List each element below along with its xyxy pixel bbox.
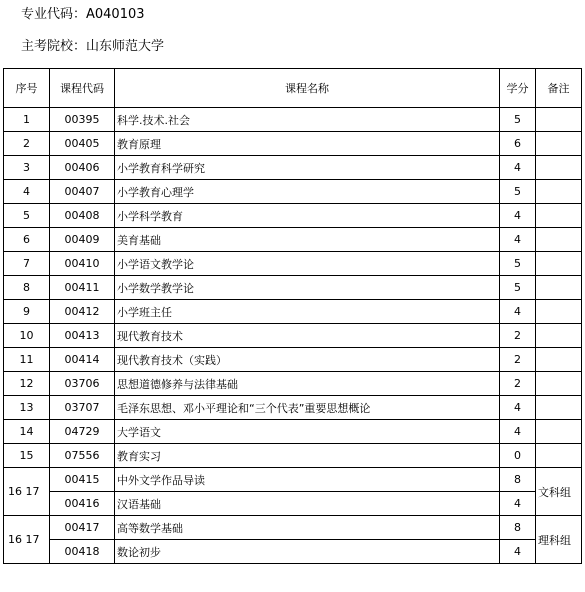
cell-seq: 11	[4, 348, 50, 372]
cell-code: 00409	[50, 228, 115, 252]
cell-seq: 9	[4, 300, 50, 324]
col-header-name: 课程名称	[115, 69, 500, 108]
table-row	[4, 348, 582, 372]
table-row	[4, 468, 582, 492]
table-row	[4, 252, 582, 276]
cell-credit: 0	[500, 444, 536, 468]
cell-code: 04729	[50, 420, 115, 444]
col-header-credit: 学分	[500, 69, 536, 108]
cell-code: 00413	[50, 324, 115, 348]
cell-seq: 8	[4, 276, 50, 300]
cell-code: 00406	[50, 156, 115, 180]
cell-credit: 8	[500, 516, 536, 540]
cell-note	[536, 300, 582, 324]
cell-note	[536, 324, 582, 348]
table-row	[4, 156, 582, 180]
cell-name: 高等数学基础	[115, 516, 500, 540]
cell-code: 00416	[50, 492, 115, 516]
cell-note	[536, 156, 582, 180]
cell-credit: 2	[500, 324, 536, 348]
table-row	[4, 420, 582, 444]
cell-name: 美育基础	[115, 228, 500, 252]
cell-credit: 4	[500, 492, 536, 516]
cell-code: 00418	[50, 540, 115, 564]
cell-note	[536, 444, 582, 468]
cell-name: 汉语基础	[115, 492, 500, 516]
table-header-row	[4, 69, 582, 108]
cell-credit: 8	[500, 468, 536, 492]
table-row	[4, 540, 582, 564]
col-header-seq: 序号	[4, 69, 50, 108]
cell-note	[536, 132, 582, 156]
cell-credit: 2	[500, 372, 536, 396]
cell-name: 毛泽东思想、邓小平理论和“三个代表”重要思想概论	[115, 396, 500, 420]
cell-seq: 4	[4, 180, 50, 204]
cell-name: 数论初步	[115, 540, 500, 564]
col-header-code: 课程代码	[50, 69, 115, 108]
cell-credit: 5	[500, 108, 536, 132]
cell-seq: 10	[4, 324, 50, 348]
cell-credit: 4	[500, 156, 536, 180]
table-row	[4, 396, 582, 420]
cell-code: 00395	[50, 108, 115, 132]
table-row	[4, 516, 582, 540]
cell-name: 思想道德修养与法律基础	[115, 372, 500, 396]
cell-code: 00405	[50, 132, 115, 156]
cell-name: 中外文学作品导读	[115, 468, 500, 492]
cell-code: 03707	[50, 396, 115, 420]
table-row	[4, 492, 582, 516]
cell-name: 教育实习	[115, 444, 500, 468]
cell-credit: 4	[500, 420, 536, 444]
cell-credit: 4	[500, 228, 536, 252]
cell-code: 00411	[50, 276, 115, 300]
cell-name: 小学教育科学研究	[115, 156, 500, 180]
cell-name: 小学班主任	[115, 300, 500, 324]
cell-name: 大学语文	[115, 420, 500, 444]
table-row	[4, 324, 582, 348]
cell-group-note: 文科组	[536, 468, 582, 516]
cell-credit: 5	[500, 180, 536, 204]
table-row	[4, 276, 582, 300]
table-row	[4, 300, 582, 324]
cell-name: 小学科学教育	[115, 204, 500, 228]
cell-seq: 15	[4, 444, 50, 468]
cell-code: 00407	[50, 180, 115, 204]
cell-note	[536, 180, 582, 204]
cell-seq: 2	[4, 132, 50, 156]
cell-note	[536, 228, 582, 252]
cell-seq: 12	[4, 372, 50, 396]
col-header-note: 备注	[536, 69, 582, 108]
cell-credit: 4	[500, 300, 536, 324]
table-row	[4, 204, 582, 228]
cell-credit: 2	[500, 348, 536, 372]
cell-credit: 5	[500, 252, 536, 276]
cell-name: 现代教育技术	[115, 324, 500, 348]
cell-group-seq: 16 17	[4, 468, 50, 516]
cell-code: 00415	[50, 468, 115, 492]
table-row	[4, 132, 582, 156]
cell-group-seq: 16 17	[4, 516, 50, 564]
course-table	[3, 68, 582, 564]
cell-seq: 7	[4, 252, 50, 276]
cell-seq: 6	[4, 228, 50, 252]
cell-code: 00408	[50, 204, 115, 228]
table-row	[4, 444, 582, 468]
table-row	[4, 108, 582, 132]
cell-name: 教育原理	[115, 132, 500, 156]
cell-name: 小学数学教学论	[115, 276, 500, 300]
cell-note	[536, 420, 582, 444]
cell-credit: 4	[500, 540, 536, 564]
cell-note	[536, 204, 582, 228]
cell-seq: 5	[4, 204, 50, 228]
table-body	[4, 108, 582, 564]
cell-seq: 1	[4, 108, 50, 132]
cell-credit: 4	[500, 396, 536, 420]
cell-note	[536, 372, 582, 396]
cell-credit: 6	[500, 132, 536, 156]
cell-name: 现代教育技术（实践）	[115, 348, 500, 372]
cell-group-note: 理科组	[536, 516, 582, 564]
cell-note	[536, 108, 582, 132]
cell-note	[536, 276, 582, 300]
cell-code: 03706	[50, 372, 115, 396]
cell-name: 小学语文教学论	[115, 252, 500, 276]
cell-code: 07556	[50, 444, 115, 468]
cell-seq: 14	[4, 420, 50, 444]
cell-code: 00417	[50, 516, 115, 540]
major-code: 专业代码：A040103	[21, 7, 145, 22]
table-row	[4, 180, 582, 204]
cell-credit: 5	[500, 276, 536, 300]
cell-seq: 13	[4, 396, 50, 420]
cell-note	[536, 252, 582, 276]
cell-name: 科学.技术.社会	[115, 108, 500, 132]
cell-code: 00412	[50, 300, 115, 324]
cell-note	[536, 396, 582, 420]
table-row	[4, 372, 582, 396]
cell-code: 00410	[50, 252, 115, 276]
cell-name: 小学教育心理学	[115, 180, 500, 204]
cell-seq: 3	[4, 156, 50, 180]
main-school: 主考院校：山东师范大学	[21, 39, 165, 54]
cell-note	[536, 348, 582, 372]
cell-credit: 4	[500, 204, 536, 228]
cell-code: 00414	[50, 348, 115, 372]
table-row	[4, 228, 582, 252]
